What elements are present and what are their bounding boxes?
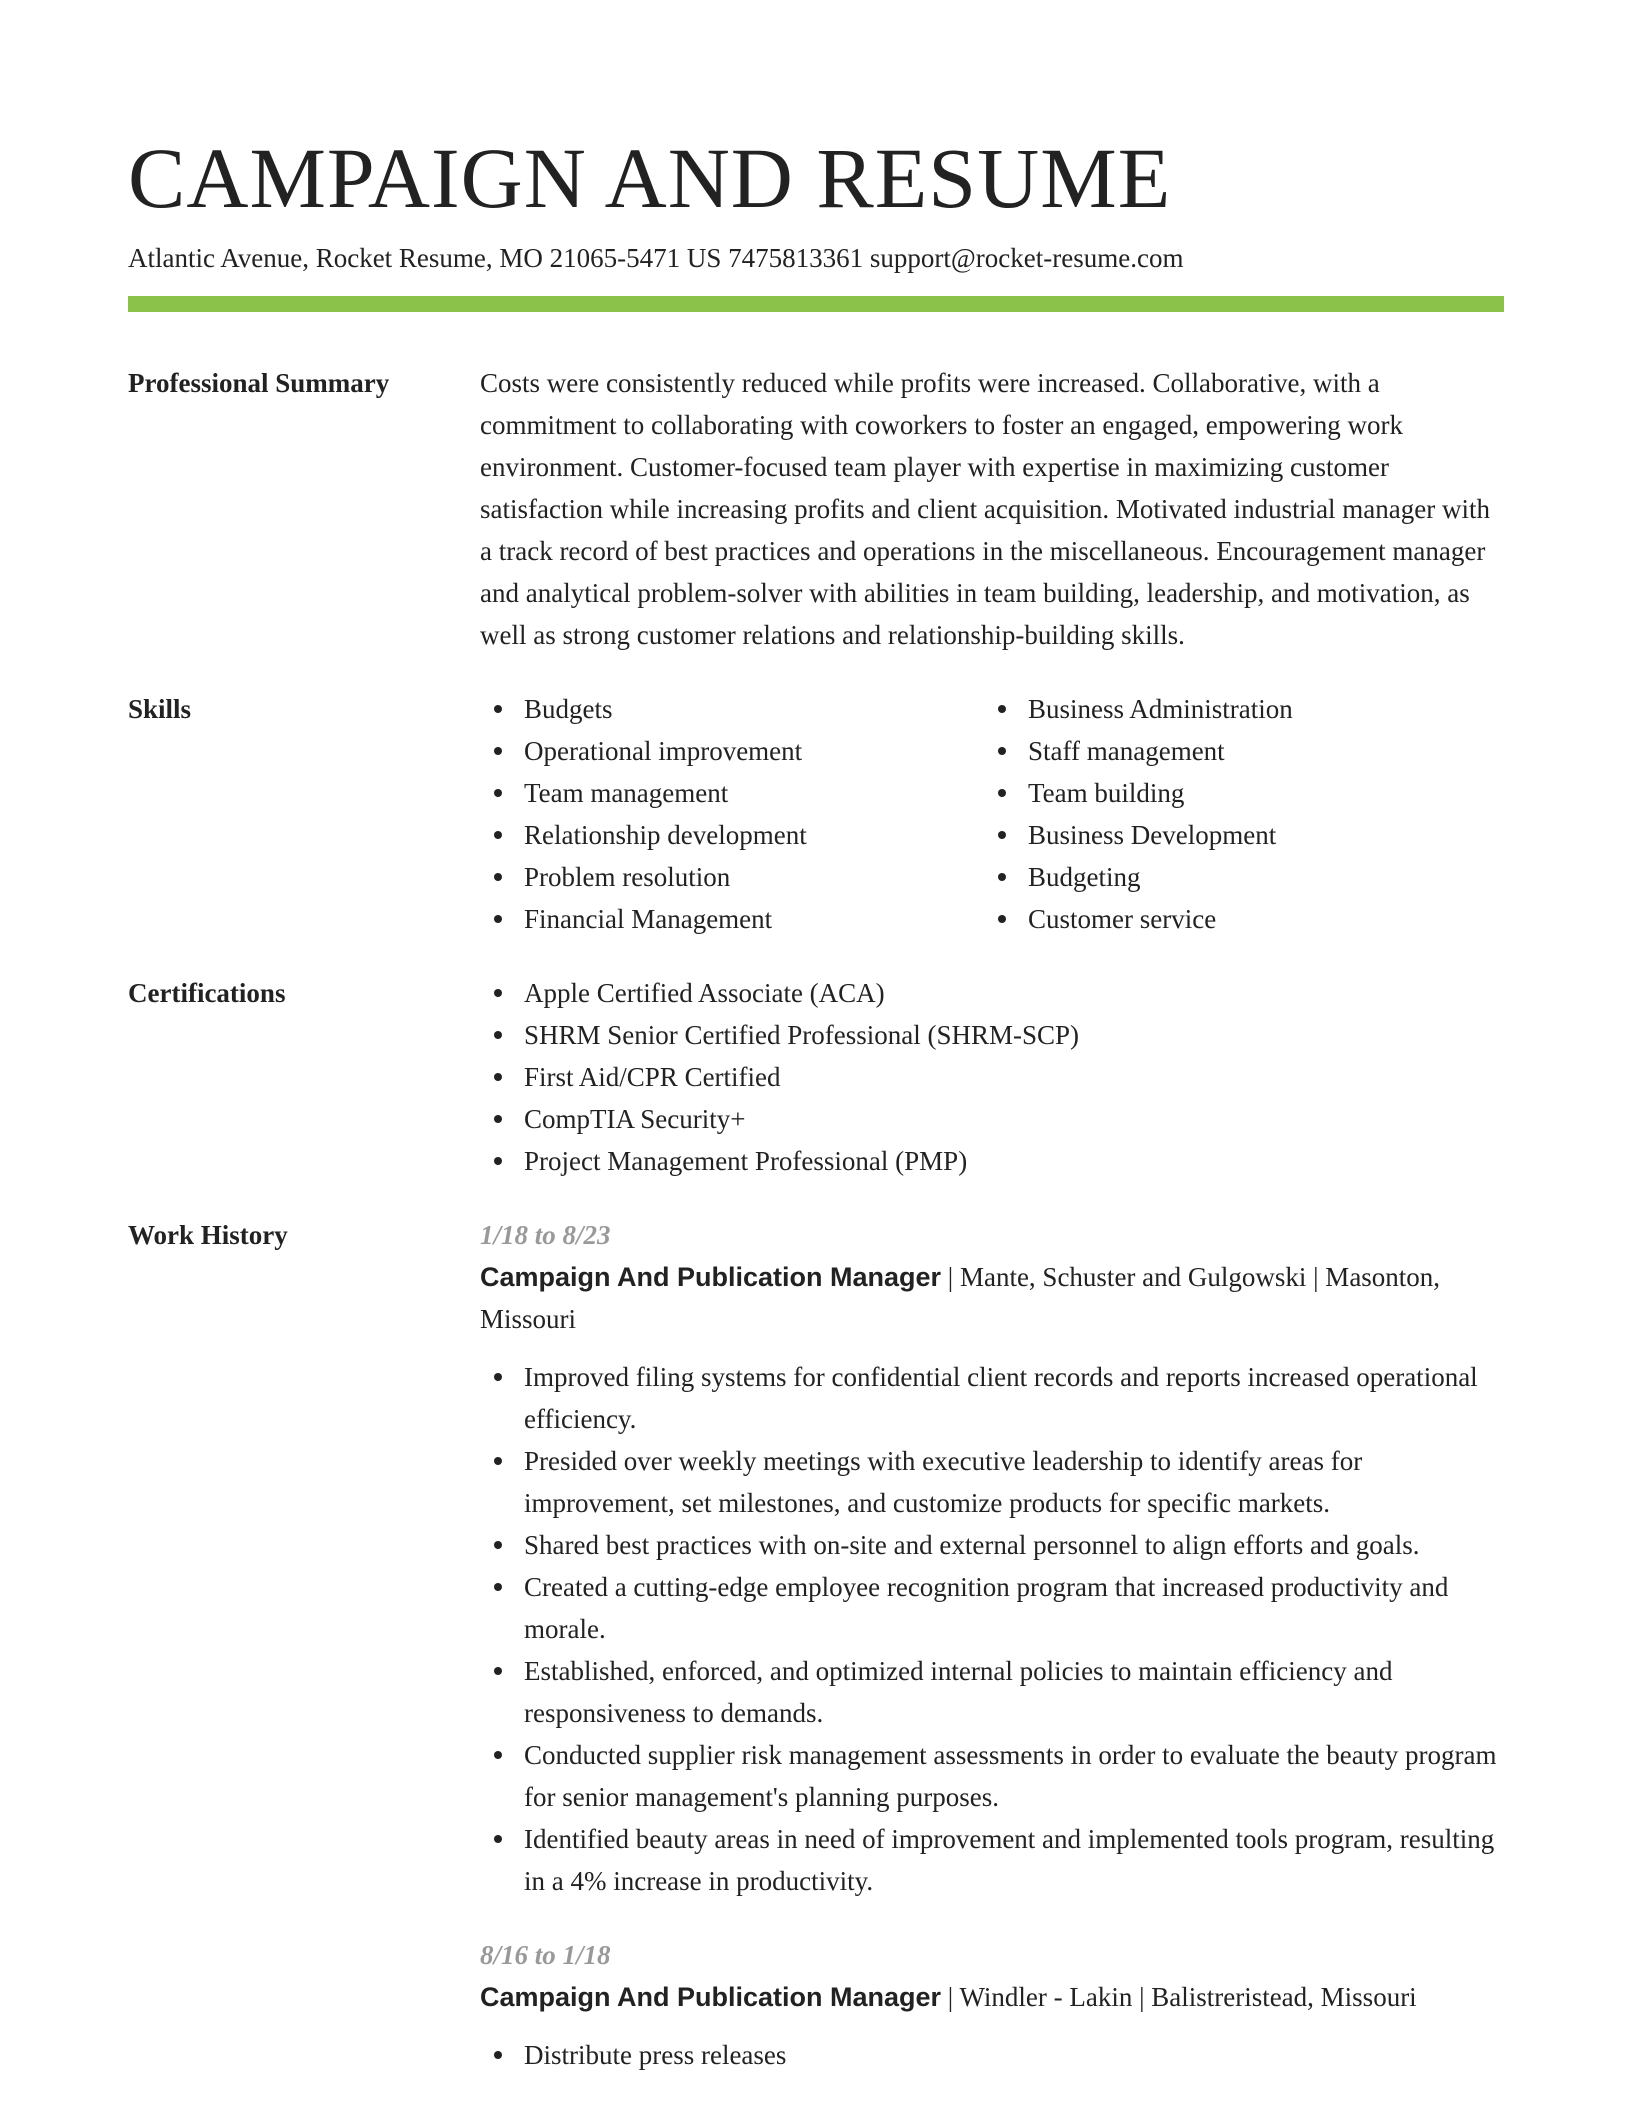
certification-item: Project Management Professional (PMP) [480,1140,1504,1182]
skills-column-1 [480,688,984,940]
job-dates: 8/16 to 1/18 [480,1940,611,1970]
job-heading [480,1976,1504,2018]
accent-divider [128,296,1504,312]
skill-item: Customer service [984,898,1488,940]
skill-item: Operational improvement [480,730,984,772]
job-bullets [480,1356,1504,1902]
skill-item: Business Development [984,814,1488,856]
certification-item: SHRM Senior Certified Professional (SHRM-SCP) [480,1014,1504,1056]
skill-item: Relationship development [480,814,984,856]
resume-title: CAMPAIGN AND RESUME [128,130,1172,226]
skill-item: Financial Management [480,898,984,940]
summary-heading: Professional Summary [128,368,390,398]
skill-item: Staff management [984,730,1488,772]
job-entry [480,1934,1504,2076]
job-bullet: Identified beauty areas in need of improvement and implemented tools program, resulting in a 4% increase in productivity. [480,1818,1504,1902]
summary-text: Costs were consistently reduced while profits were increased. Collaborative, with a commitment to collaborating with coworkers to foster an engaged, empowering work environment. Customer-focused team player with expertise in maximizing customer satisfaction while increasing profits and client acquisition. Motivated industrial manager with a track record of best practices and operations in the miscellaneous. Encouragement manager and analytical problem-solver with abilities in team building, leadership, and motivation, as well as strong customer relations and relationship-building skills. [480,368,1490,650]
work-history-body [480,1214,1504,2076]
job-title: Campaign And Publication Manager [480,1262,942,1292]
job-dates: 1/18 to 8/23 [480,1220,611,1250]
skill-item: Problem resolution [480,856,984,898]
skill-item: Budgeting [984,856,1488,898]
certification-item: Apple Certified Associate (ACA) [480,972,1504,1014]
certification-item: CompTIA Security+ [480,1098,1504,1140]
resume-page [128,120,1504,2076]
summary-section [128,362,1504,656]
job-bullet: Established, enforced, and optimized internal policies to maintain efficiency and responsiveness to demands. [480,1650,1504,1734]
job-bullet: Presided over weekly meetings with executive leadership to identify areas for improvement, set milestones, and customize products for specific markets. [480,1440,1504,1524]
job-details: | Mante, Schuster and Gulgowski | Masonton, Missouri [480,1262,1441,1334]
job-details: | Windler - Lakin | Balistreristead, Missouri [941,1982,1417,2012]
certifications-heading: Certifications [128,978,286,1008]
certifications-list [480,972,1504,1182]
job-entry [480,1214,1504,1902]
job-bullet: Conducted supplier risk management assessments in order to evaluate the beauty program for senior management's planning purposes. [480,1734,1504,1818]
skill-item: Team management [480,772,984,814]
work-history-section [128,1214,1504,2076]
job-bullet: Improved filing systems for confidential client records and reports increased operational efficiency. [480,1356,1504,1440]
skills-heading: Skills [128,694,192,724]
job-bullet: Distribute press releases [480,2034,1504,2076]
job-bullets [480,2034,1504,2076]
certification-item: First Aid/CPR Certified [480,1056,1504,1098]
work-history-heading: Work History [128,1220,288,1250]
contact-line: Atlantic Avenue, Rocket Resume, MO 21065-5471 US 7475813361 support@rocket-resume.com [128,243,1184,273]
job-bullet: Created a cutting-edge employee recognition program that increased productivity and morale. [480,1566,1504,1650]
skills-section [128,688,1504,940]
job-heading [480,1256,1504,1340]
job-title: Campaign And Publication Manager [480,1982,942,2012]
skills-grid [480,688,1504,940]
skill-item: Business Administration [984,688,1488,730]
job-bullet: Shared best practices with on-site and external personnel to align efforts and goals. [480,1524,1504,1566]
certifications-section [128,972,1504,1182]
skills-column-2 [984,688,1488,940]
skill-item: Budgets [480,688,984,730]
certifications-body [480,972,1504,1182]
skill-item: Team building [984,772,1488,814]
